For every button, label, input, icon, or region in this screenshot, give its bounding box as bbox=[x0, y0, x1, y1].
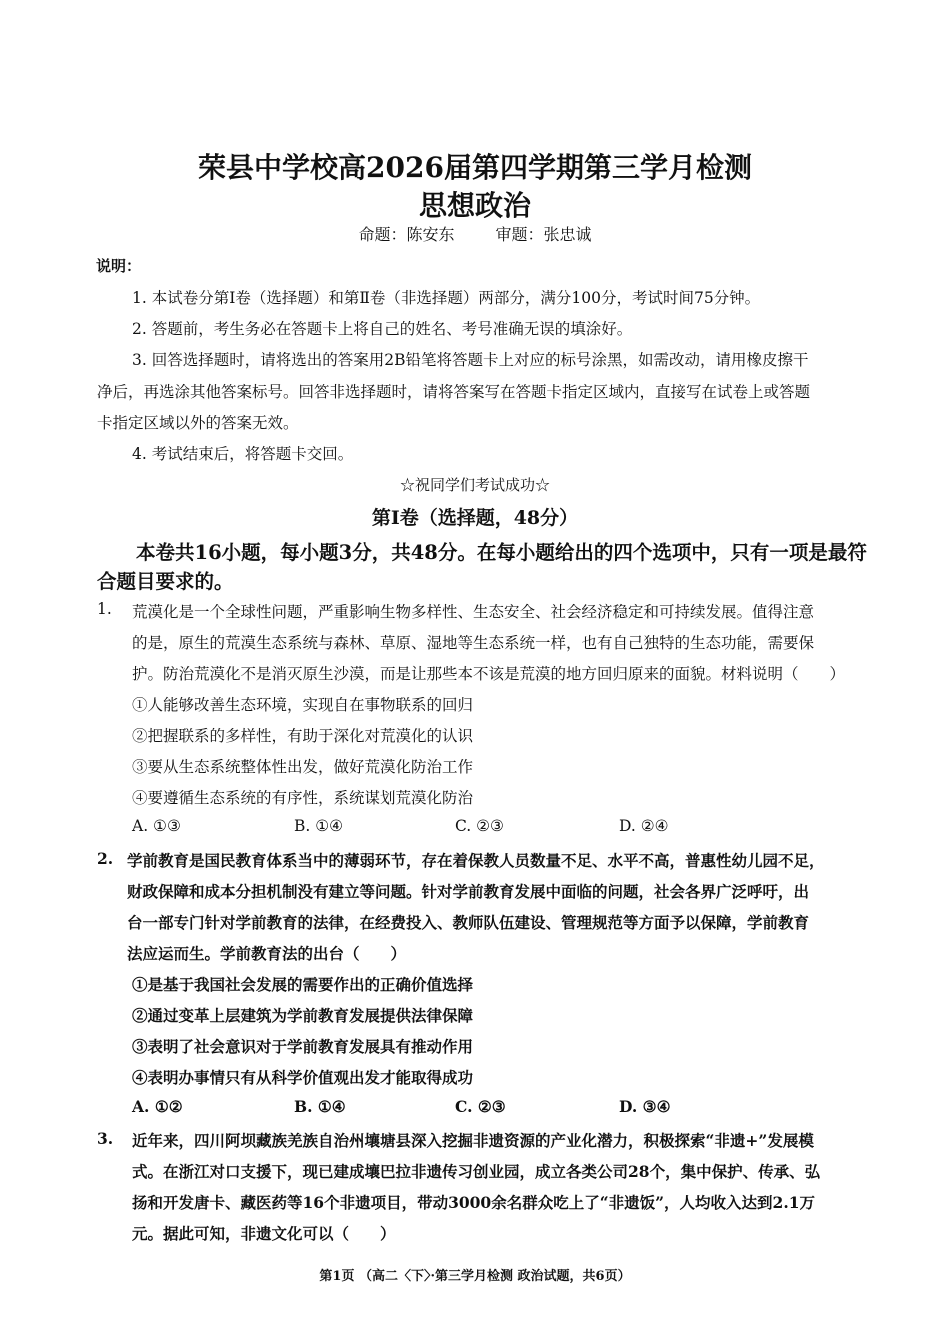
question-1-stem-line-1: 荒漠化是一个全球性问题，严重影响生物多样性、生态安全、社会经济稳定和可持续发展。值得注意 bbox=[132, 603, 815, 621]
reviewer: 审题：张忠诚 bbox=[495, 225, 592, 244]
question-2-option-a: A. ①② bbox=[132, 1097, 183, 1116]
question-2-statement-3: ③表明了社会意识对于学前教育发展具有推动作用 bbox=[132, 1037, 474, 1056]
question-1-statement-2: ②把握联系的多样性，有助于深化对荒漠化的认识 bbox=[132, 727, 474, 745]
section-title: 第Ⅰ卷（选择题，48分） bbox=[371, 507, 579, 529]
question-2-option-b: B. ①④ bbox=[294, 1097, 346, 1116]
note-item-3-line-2: 净后，再选涂其他答案标号。回答非选择题时，请将答案写在答题卡指定区域内，直接写在试卷上或答题 bbox=[97, 383, 811, 401]
section-intro-line-1: 本卷共16小题，每小题3分，共48分。在每小题给出的四个选项中，只有一项是最符 bbox=[136, 541, 867, 564]
question-2-stem-line-3: 台一部专门针对学前教育的法律，在经费投入、教师队伍建设、管理规范等方面予以保障，学前教育 bbox=[127, 913, 810, 932]
question-3-stem-line-2: 式。在浙江对口支援下，现已建成壤巴拉非遗传习创业园，成立各类公司28个，集中保护、传承、弘 bbox=[132, 1162, 821, 1181]
question-3-stem-line-3: 扬和开发唐卡、藏医药等16个非遗项目，带动3000余名群众吃上了“非遗饭”，人均收入达到2.1万 bbox=[132, 1193, 816, 1212]
question-2-stem-line-2: 财政保障和成本分担机制没有建立等问题。针对学前教育发展中面临的问题，社会各界广泛呼吁，出 bbox=[127, 882, 810, 901]
note-item-1: 1. 本试卷分第Ⅰ卷（选择题）和第Ⅱ卷（非选择题）两部分，满分100分，考试时间75分钟。 bbox=[132, 289, 761, 307]
note-item-3-line-3: 卡指定区域以外的答案无效。 bbox=[97, 414, 299, 432]
question-1-statement-3: ③要从生态系统整体性出发，做好荒漠化防治工作 bbox=[132, 758, 474, 776]
note-item-4: 4. 考试结束后，将答题卡交回。 bbox=[132, 445, 354, 463]
question-1-stem-line-2: 的是，原生的荒漠生态系统与森林、草原、湿地等生态系统一样，也有自己独特的生态功能，需要保 bbox=[132, 634, 815, 652]
question-2-option-d: D. ③④ bbox=[619, 1097, 671, 1116]
question-2-option-c: C. ②③ bbox=[455, 1097, 506, 1116]
question-3-number: 3. bbox=[97, 1129, 114, 1148]
question-1-option-c: C. ②③ bbox=[455, 817, 504, 835]
question-3-stem-line-4: 元。据此可知，非遗文化可以（ ） bbox=[132, 1224, 396, 1243]
question-1-number: 1. bbox=[97, 600, 112, 618]
question-2-stem-line-4: 法应运而生。学前教育法的出台（ ） bbox=[127, 944, 407, 963]
question-1-option-a: A. ①③ bbox=[132, 817, 181, 835]
question-2-statement-1: ①是基于我国社会发展的需要作出的正确价值选择 bbox=[132, 975, 474, 994]
question-1-option-b: B. ①④ bbox=[294, 817, 344, 835]
note-item-3-line-1: 3. 回答选择题时，请将选出的答案用2B铅笔将答题卡上对应的标号涂黑，如需改动，请用橡皮擦干 bbox=[132, 351, 809, 369]
blessing: ☆祝同学们考试成功☆ bbox=[399, 476, 550, 494]
notes-heading: 说明： bbox=[96, 257, 142, 275]
section-intro-line-2: 合题目要求的。 bbox=[97, 570, 234, 593]
question-1-statement-4: ④要遵循生态系统的有序性，系统谋划荒漠化防治 bbox=[132, 789, 474, 807]
question-2-statement-4: ④表明办事情只有从科学价值观出发才能取得成功 bbox=[132, 1068, 474, 1087]
question-3-stem-line-1: 近年来，四川阿坝藏族羌族自治州壤塘县深入挖掘非遗资源的产业化潜力，积极探索“非遗+”发展模 bbox=[132, 1131, 814, 1150]
author: 命题：陈安东 bbox=[358, 225, 455, 244]
question-2-stem-line-1: 学前教育是国民教育体系当中的薄弱环节，存在着保教人员数量不足、水平不高，普惠性幼儿园不足， bbox=[127, 851, 825, 870]
exam-title: 荣县中学校高2026届第四学期第三学月检测 bbox=[198, 151, 752, 184]
question-1-statement-1: ①人能够改善生态环境，实现自在事物联系的回归 bbox=[132, 696, 474, 714]
question-1-stem-line-3: 护。防治荒漠化不是消灭原生沙漠，而是让那些本不该是荒漠的地方回归原来的面貌。材料说明（ ） bbox=[132, 665, 846, 683]
subject-title: 思想政治 bbox=[418, 189, 531, 222]
page-footer: 第1页 （高二〈下〉·第三学月检测 政治试题，共6页） bbox=[319, 1269, 631, 1284]
question-1-option-d: D. ②④ bbox=[619, 817, 669, 835]
question-2-number: 2. bbox=[97, 849, 114, 868]
author-line bbox=[0, 222, 950, 245]
note-item-2: 2. 答题前，考生务必在答题卡上将自己的姓名、考号准确无误的填涂好。 bbox=[132, 320, 633, 338]
question-2-statement-2: ②通过变革上层建筑为学前教育发展提供法律保障 bbox=[132, 1006, 474, 1025]
